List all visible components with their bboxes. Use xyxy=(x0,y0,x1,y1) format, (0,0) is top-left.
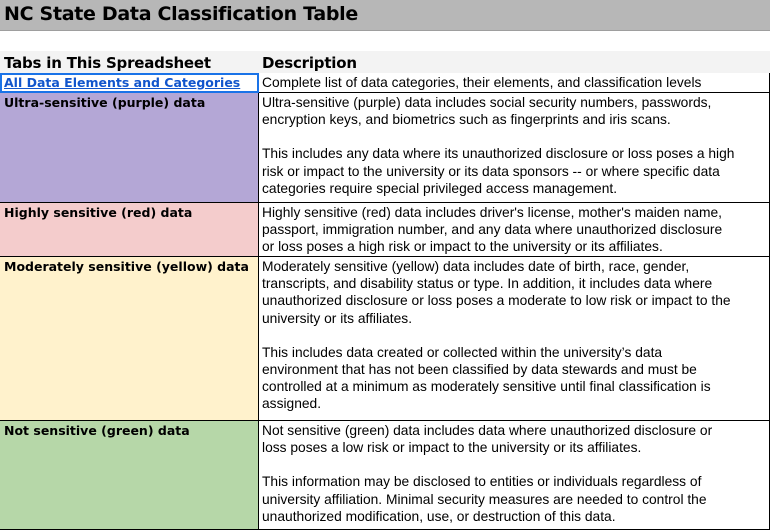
header-tabs: Tabs in This Spreadsheet xyxy=(4,54,211,72)
description-text: This includes any data where its unauthorized disclosure or loss poses a high risk or impact to the university or its data sponsors -- or where specific data categories require special privileged access management. xyxy=(262,146,735,196)
description-cell[interactable] xyxy=(259,421,770,530)
tab-label-cell[interactable] xyxy=(0,421,259,530)
tab-label-cell[interactable] xyxy=(0,93,259,203)
table-row-ultra-sensitive xyxy=(0,93,770,203)
description-cell[interactable] xyxy=(259,203,770,257)
description-text: Not sensitive (green) data includes data where unauthorized disclosure or loss poses a low risk or impact to the university or its affiliates. xyxy=(262,423,713,456)
title-bar xyxy=(0,0,770,31)
tab-label: Ultra-sensitive (purple) data xyxy=(4,95,206,110)
tab-label: Highly sensitive (red) data xyxy=(4,205,193,220)
description-cell[interactable] xyxy=(259,73,770,93)
table-row-all-data xyxy=(0,73,770,93)
tab-label: Not sensitive (green) data xyxy=(4,423,190,438)
header-description: Description xyxy=(262,54,357,72)
description-text: This information may be disclosed to entities or individuals regardless of university affiliation. Minimal security measures are needed to control the unauthorized modification, use, or destruction of this data. xyxy=(262,474,707,524)
description-text: Complete list of data categories, their elements, and classification levels xyxy=(262,75,702,90)
table-row-highly-sensitive xyxy=(0,203,770,257)
tab-label-cell[interactable] xyxy=(0,257,259,421)
table-row-not-sensitive xyxy=(0,421,770,530)
description-text: Highly sensitive (red) data includes driver's license, mother's maiden name, passport, immigration number, and any data where unauthorized disclosure or loss poses a high risk or impact to the university or its affiliates. xyxy=(262,205,723,255)
tab-label: Moderately sensitive (yellow) data xyxy=(4,259,249,274)
description-text: This includes data created or collected within the university’s data environment that has not been classified by data stewards and must be controlled at a minimum as moderately sensitive until final classification is assigned. xyxy=(262,344,711,412)
tab-link-label[interactable]: All Data Elements and Categories xyxy=(4,75,241,90)
table-row-moderately-sensitive xyxy=(0,257,770,421)
description-text: Ultra-sensitive (purple) data includes social security numbers, passwords, encryption keys, and biometrics such as fingerprints and iris scans. xyxy=(262,95,712,128)
description-cell[interactable] xyxy=(259,93,770,203)
header-row xyxy=(0,51,770,73)
tab-label-cell[interactable] xyxy=(0,203,259,257)
description-text: Moderately sensitive (yellow) data includes date of birth, race, gender, transcripts, and disability status or type. In addition, it includes data where unauthorized disclosure or loss poses a moderate to low risk or impact to the university or its affiliates. xyxy=(262,259,731,326)
description-cell[interactable] xyxy=(259,257,770,421)
tab-link-all-data[interactable] xyxy=(0,73,259,93)
spacer-row xyxy=(0,31,770,51)
page-title: NC State Data Classification Table xyxy=(4,3,358,25)
